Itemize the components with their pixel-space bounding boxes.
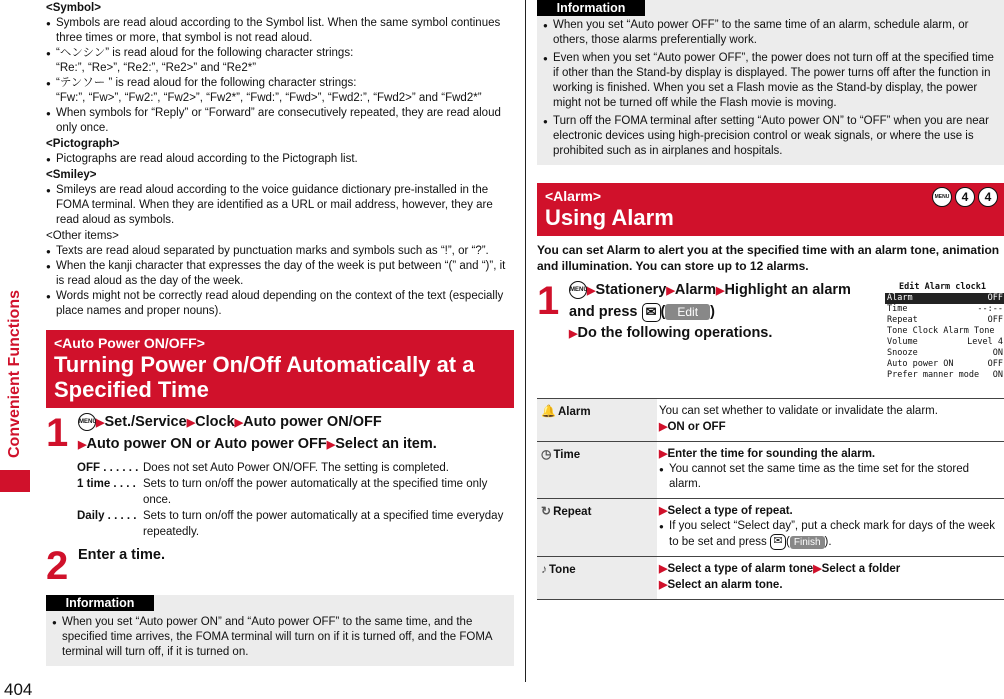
arrow-icon: ▶	[659, 448, 668, 460]
side-tab-label: Convenient Functions	[6, 290, 23, 458]
option-value: Sets to turn on/off the power automatically at the specified time only once.	[143, 478, 488, 506]
step-number: 1	[46, 411, 69, 455]
step-part-4: Auto power ON or Auto power OFF	[86, 436, 327, 452]
row-label: 🔔 Alarm	[537, 399, 657, 442]
alarm-step-1: 1 MENU▶Stationery▶Alarm▶Highlight an alarm and press ✉ ( Edit ) ▶Do the following operations.	[537, 279, 851, 341]
auto-power-step-1	[46, 412, 514, 456]
arrow-icon: ▶	[587, 285, 596, 297]
alarm-banner-title: Using Alarm	[545, 205, 674, 230]
row-label: ◷ Time	[537, 442, 657, 499]
arrow-icon: ▶	[659, 505, 668, 517]
info-bullet: ● When you set “Auto power ON” and “Auto power OFF” to the same time, and the specified time arrives, the FOMA terminal will turn on if it is turned off, and the FOMA terminal will turn off, if it is turned on.	[52, 615, 508, 660]
pictograph-heading: <Pictograph>	[46, 138, 120, 150]
page-number: 404	[4, 680, 33, 699]
table-row	[537, 557, 1004, 600]
table-row	[537, 399, 1004, 442]
option-row	[77, 508, 514, 540]
other-bullet-3: ● Words might not be correctly read aloud depending on the context of the text (especially place names and proper nouns).	[46, 289, 514, 319]
row-desc: You can set whether to validate or invalidate the alarm. ▶ON or OFF	[657, 399, 1004, 442]
menu-key-icon: MENU	[569, 281, 587, 299]
option-row	[77, 476, 514, 508]
other-bullet-2: ● When the kanji character that expresses the day of the week is put between “(” and “)”, it is read aloud as the day of the week.	[46, 259, 514, 289]
step-part-3: Auto power ON/OFF	[243, 414, 382, 430]
screen-row: Time --:--	[887, 304, 1003, 314]
smiley-bullet: ● Smileys are read aloud according to the voice guidance dictionary pre-installed in the FOMA terminal. When they are identified as a URL or mail address, however, they are read aloud as symbols.	[46, 183, 514, 228]
right-column	[537, 0, 1004, 699]
step-part-3: Highlight an alarm and press	[569, 282, 851, 320]
repeat-icon: ↻	[541, 504, 552, 518]
symbol-bullet-1: ● Symbols are read aloud according to the Symbol list. When the same symbol continues three times or more, that symbol is not read aloud.	[46, 16, 514, 46]
arrow-icon: ▶	[78, 439, 87, 451]
info-bullet-3: ● Turn off the FOMA terminal after setting “Auto power ON” to “OFF” when you are near electronic devices using high-precision control or weak signals, or where the use is prohibited such as in airplanes and hospitals.	[543, 114, 998, 159]
step-part-4: Do the following operations.	[577, 325, 773, 341]
menu-key-icon: MENU	[932, 187, 952, 207]
arrow-icon: ▶	[186, 417, 196, 429]
right-info-box	[537, 0, 1004, 165]
step-number: 1	[537, 279, 560, 323]
row-desc: ▶Select a type of repeat. ● If you select “Select day”, put a check mark for days of the week to be set and press ✉ ( Finish ).	[657, 499, 1004, 557]
arrow-icon: ▶	[715, 285, 725, 297]
screen-row: Volume Level 4	[887, 337, 1003, 347]
mail-key-icon: ✉	[642, 303, 661, 322]
tenso-strings: “Fw:”, “Fw>”, “Fw2:”, “Fw2>”, “Fw2*”, “Fwd:”, “Fwd>”, “Fwd2:”, “Fwd2>” and “Fwd2*”	[56, 92, 482, 104]
column-divider	[525, 0, 526, 682]
arrow-icon: ▶	[659, 421, 668, 433]
symbol-bullet-3: ● “テンソー ” is read aloud for the following character strings:	[46, 76, 514, 91]
step-part-1: Set./Service	[104, 414, 187, 430]
arrow-icon: ▶	[96, 417, 105, 429]
finish-softkey-label: Finish	[790, 536, 825, 549]
arrow-icon: ▶	[659, 579, 668, 592]
step-part-2: Alarm	[674, 282, 716, 298]
note-icon: ♪	[541, 562, 547, 577]
arrow-icon: ▶	[326, 439, 336, 451]
left-column	[46, 0, 514, 699]
other-heading: <Other items>	[46, 230, 119, 242]
key-4-icon: 4	[978, 187, 998, 207]
hensin-strings: “Re:”, “Re>”, “Re2:”, “Re2>” and “Re2*”	[56, 62, 257, 74]
screen-row: Tone Clock Alarm Tone	[887, 326, 995, 336]
smiley-heading: <Smiley>	[46, 169, 97, 181]
step-text: Enter a time.	[78, 547, 166, 563]
clock-icon: ◷	[541, 447, 552, 461]
screen-row: Alarm OFF	[887, 293, 1003, 303]
info-tag: Information	[46, 595, 154, 611]
info-tag: Information	[537, 0, 645, 16]
auto-power-banner	[46, 330, 514, 408]
alarm-settings-table	[537, 398, 1004, 600]
option-key: Daily . . . . .	[77, 510, 137, 522]
other-bullet-1: ● Texts are read aloud separated by punctuation marks and symbols such as “!”, or “?”.	[46, 244, 514, 259]
mail-key-icon: ✉	[770, 534, 786, 550]
step-part-2: Clock	[195, 414, 235, 430]
arrow-icon: ▶	[234, 417, 244, 429]
row-label: ♪ Tone	[537, 557, 657, 600]
row-desc: ▶Select a type of alarm tone▶Select a folder ▶Select an alarm tone.	[657, 557, 1004, 600]
option-row	[77, 460, 514, 476]
arrow-icon: ▶	[569, 328, 578, 340]
edit-alarm-screen	[885, 282, 1004, 390]
option-key: 1 time . . . .	[77, 478, 136, 490]
screen-row: Prefer manner mode ON	[887, 370, 1003, 380]
arrow-icon: ▶	[666, 285, 675, 297]
menu-key-icon: MENU	[78, 413, 96, 431]
step-part-1: Stationery	[595, 282, 667, 298]
screen-title: Edit Alarm clock1	[899, 282, 986, 292]
option-value: Does not set Auto Power ON/OFF. The setting is completed.	[143, 462, 449, 474]
auto-power-info-box	[46, 595, 514, 666]
screen-row: Snooze ON	[887, 348, 1003, 358]
arrow-icon: ▶	[659, 563, 668, 576]
option-key: OFF . . . . . .	[77, 462, 139, 474]
step-part-5: Select an item.	[335, 436, 437, 452]
side-tab	[0, 0, 32, 699]
edit-softkey-label: Edit	[665, 304, 710, 320]
symbol-bullet-2: ● “ヘンシン” is read aloud for the following character strings:	[46, 46, 514, 61]
option-value: Sets to turn on/off the power automatically at a specified time everyday repeatedly.	[143, 510, 504, 538]
auto-power-step-2	[46, 544, 346, 588]
key-sequence	[932, 187, 998, 207]
info-bullet-1: ● When you set “Auto power OFF” to the same time of an alarm, schedule alarm, or others, those alarms preferentially work.	[543, 18, 998, 48]
key-4-icon: 4	[955, 187, 975, 207]
symbol-bullet-4: ● When symbols for “Reply” or “Forward” are consecutively repeated, they are read aloud only once.	[46, 106, 514, 136]
alarm-intro: You can set Alarm to alert you at the specified time with an alarm tone, animation and illumination. You can store up to 12 alarms.	[537, 243, 1000, 273]
row-desc: ▶Enter the time for sounding the alarm. ● You cannot set the same time as the time set for the stored alarm.	[657, 442, 1004, 499]
alarm-banner-sub: <Alarm>	[545, 188, 602, 204]
arrow-icon: ▶	[813, 563, 822, 576]
row-label: ↻ Repeat	[537, 499, 657, 557]
auto-power-banner-title: Turning Power On/Off Automatically at a Specified Time	[54, 352, 475, 402]
table-row	[537, 499, 1004, 557]
bell-icon: 🔔	[541, 404, 556, 418]
screen-row: Repeat OFF	[887, 315, 1003, 325]
symbol-heading: <Symbol>	[46, 2, 101, 14]
table-row	[537, 442, 1004, 499]
pictograph-bullet: ● Pictographs are read aloud according to the Pictograph list.	[46, 152, 514, 167]
alarm-banner	[537, 183, 1004, 236]
auto-power-options	[77, 460, 514, 540]
info-bullet-2: ● Even when you set “Auto power OFF”, the power does not turn off at the specified time if other than the Stand-by display is displayed. The power turns off after the function in working is finished. When you set a Flash movie as the Stand-by display, the power might not be turned off while the Flash movie is moving.	[543, 51, 998, 111]
screen-row: Auto power ON OFF	[887, 359, 1003, 369]
step-number: 2	[46, 544, 69, 588]
auto-power-banner-sub: <Auto Power ON/OFF>	[54, 335, 205, 351]
side-tab-marker	[0, 470, 30, 492]
